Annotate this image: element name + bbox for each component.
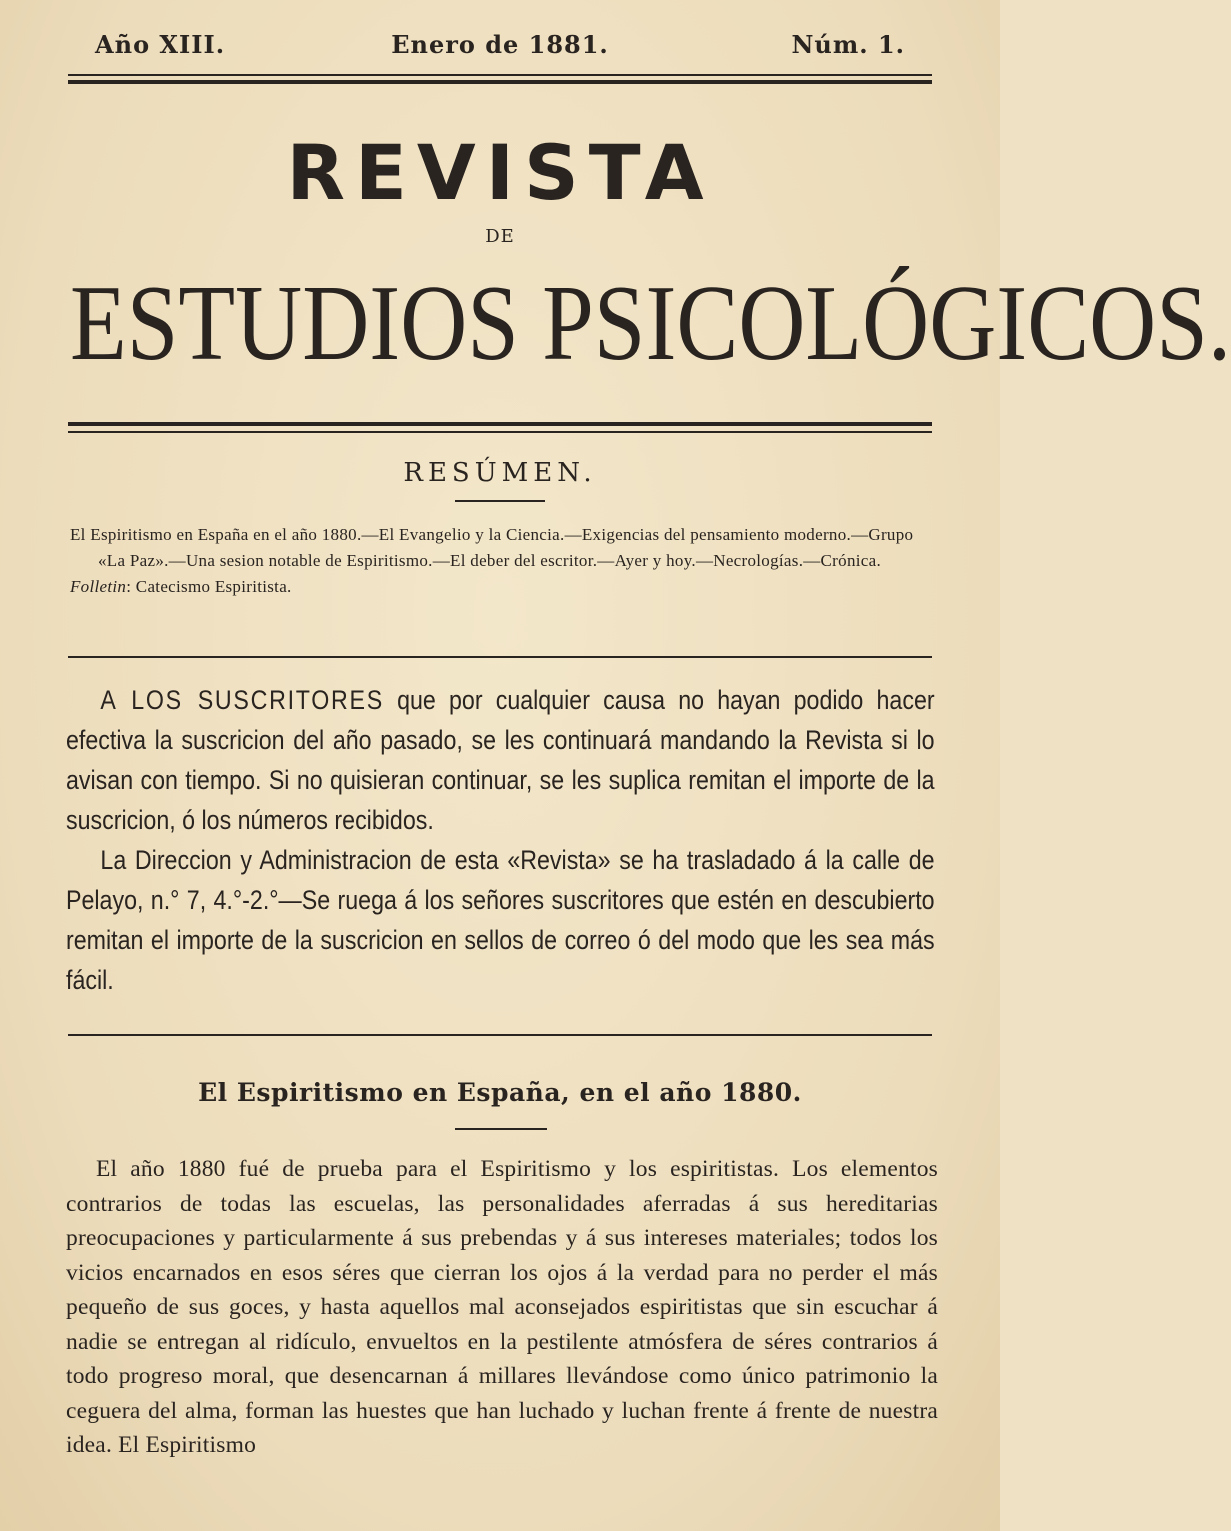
folletin-label: Folletin [70,577,127,596]
notice-paragraph-2: La Direccion y Administracion de esta «Revista» se ha trasladado á la calle de Pelayo, n.° 7, 4.°-2.°—Se ruega á los señores suscritores que estén en descubierto remitan el importe de la suscricion en sellos de correo ó del modo que les sea más fácil. [66,845,935,995]
issue-header [95,30,905,64]
article-body [66,1152,938,1463]
masthead-rule-thick [68,422,932,426]
summary-heading: RESÚMEN. [403,458,597,488]
header-rule-top [68,74,932,76]
masthead-rule-thin [68,431,932,433]
article-paragraph: El año 1880 fué de prueba para el Espiritismo y los espiritistas. Los elementos contrarios de todas las escuelas, las personalidades aferradas á sus hereditarias preocupaciones y particularmente á sus prebendas y á sus intereses materiales; todos los vicios encarnados en esos séres que cierran los ojos á la verdad para no perder el más pequeño de sus goces, y hasta aquellos mal aconsejados espiritistas que sin escuchar á nadie se entregan al ridículo, envueltos en la pestilente atmósfera de séres contrarios á todo progreso moral, que desencarnan á millares llevándose como único patrimonio la ceguera del alma, forman las huestes que han luchado y luchan frente á frente de nuestra idea. El Espiritismo [66,1156,938,1458]
summary-underline [455,500,545,502]
notice-p1-text: que por cualquier causa no hayan podido hacer efectiva la suscricion del año pasado, se les continuará mandando la Revista si lo avisan con tiempo. Si no quisieran continuar, se les suplica remitan el importe de la suscricion, ó los números recibidos. [66,685,935,835]
notice-rule [68,1034,932,1036]
subscriber-notice [66,680,935,1000]
summary-text: El Espiritismo en España en el año 1880.—El Evangelio y la Ciencia.—Exigencias del pensamiento moderno.—Grupo «La Paz».—Una sesion notable de Espiritismo.—El deber del escritor.—Ayer y hoy.—Necrologías.—Crónica. [70,525,914,570]
issue-number: Núm. 1. [791,30,905,59]
issue-date: Enero de 1881. [391,30,609,59]
notice-paragraph-1 [66,680,935,840]
masthead-connector: DE [485,226,515,247]
summary-rule [68,656,932,658]
summary-folletin [70,574,938,600]
header-rule-bottom [68,80,932,84]
article-title-underline [455,1128,547,1130]
summary-block [70,522,938,600]
article-title: El Espiritismo en España, en el año 1880. [198,1078,802,1107]
notice-caps: A LOS SUSCRITORES [100,685,384,715]
issue-year: Año XIII. [95,30,226,59]
folletin-text: : Catecismo Espiritista. [126,577,292,596]
masthead-subtitle: ESTUDIOS PSICOLÓGICOS. [70,264,1231,383]
masthead-title: REVISTA [286,128,714,217]
